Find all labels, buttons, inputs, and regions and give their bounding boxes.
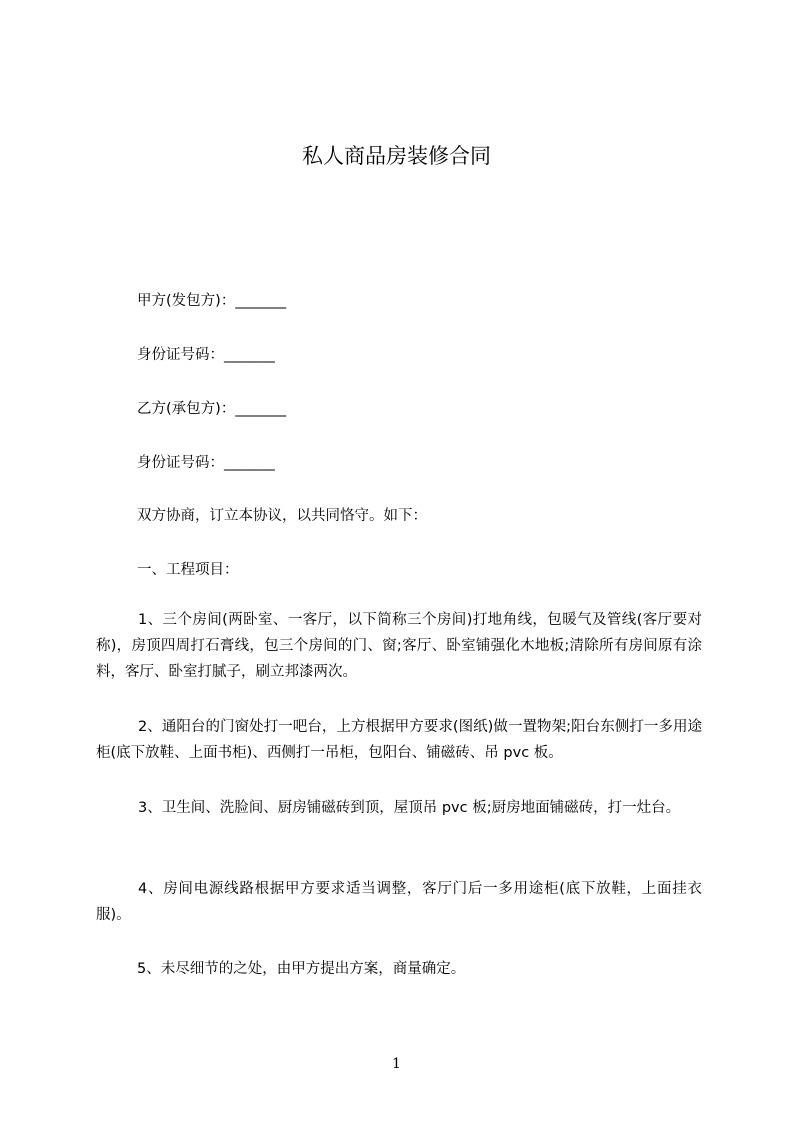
document-title: 私人商品房装修合同	[302, 144, 491, 168]
section-1-item-4	[96, 876, 702, 928]
section-1-item-2	[96, 714, 702, 766]
section-1-item-1	[96, 607, 702, 685]
party-a-line: 甲方(发包方)：_______	[137, 293, 287, 309]
party-b-line: 乙方(承包方)：_______	[137, 401, 287, 417]
section-1-item-1-text: 1、三个房间(两卧室、一客厅，以下简称三个房间)打地角线，包暖气及管线(客厅要对称)，房顶四周打石膏线，包三个房间的门、窗;客厅、卧室铺强化木地板;清除所有房间原有涂料，客厅、卧室打腻子，刷立邦漆两次。	[96, 612, 702, 680]
section-1-item-4-text: 4、房间电源线路根据甲方要求适当调整，客厅门后一多用途柜(底下放鞋，上面挂衣服)。	[96, 881, 702, 923]
section-1-item-2-text: 2、通阳台的门窗处打一吧台，上方根据甲方要求(图纸)做一置物架;阳台东侧打一多用途柜(底下放鞋、上面书柜)、西侧打一吊柜，包阳台、铺磁砖、吊 pvc 板。	[96, 719, 702, 761]
party-b-id-line: 身份证号码：_______	[137, 455, 275, 471]
party-a-id-line: 身份证号码：_______	[137, 347, 275, 363]
intro-text: 双方协商，订立本协议，以共同恪守。如下：	[137, 508, 427, 524]
section-1-heading: 一、工程项目：	[137, 562, 239, 578]
page-number: 1	[392, 1056, 401, 1072]
section-1-item-3	[96, 795, 702, 821]
section-1-item-3-text: 3、卫生间、洗脸间、厨房铺磁砖到顶，屋顶吊 pvc 板;厨房地面铺磁砖，打一灶台。	[138, 800, 681, 816]
section-1-item-5: 5、未尽细节的之处，由甲方提出方案，商量确定。	[137, 961, 466, 977]
